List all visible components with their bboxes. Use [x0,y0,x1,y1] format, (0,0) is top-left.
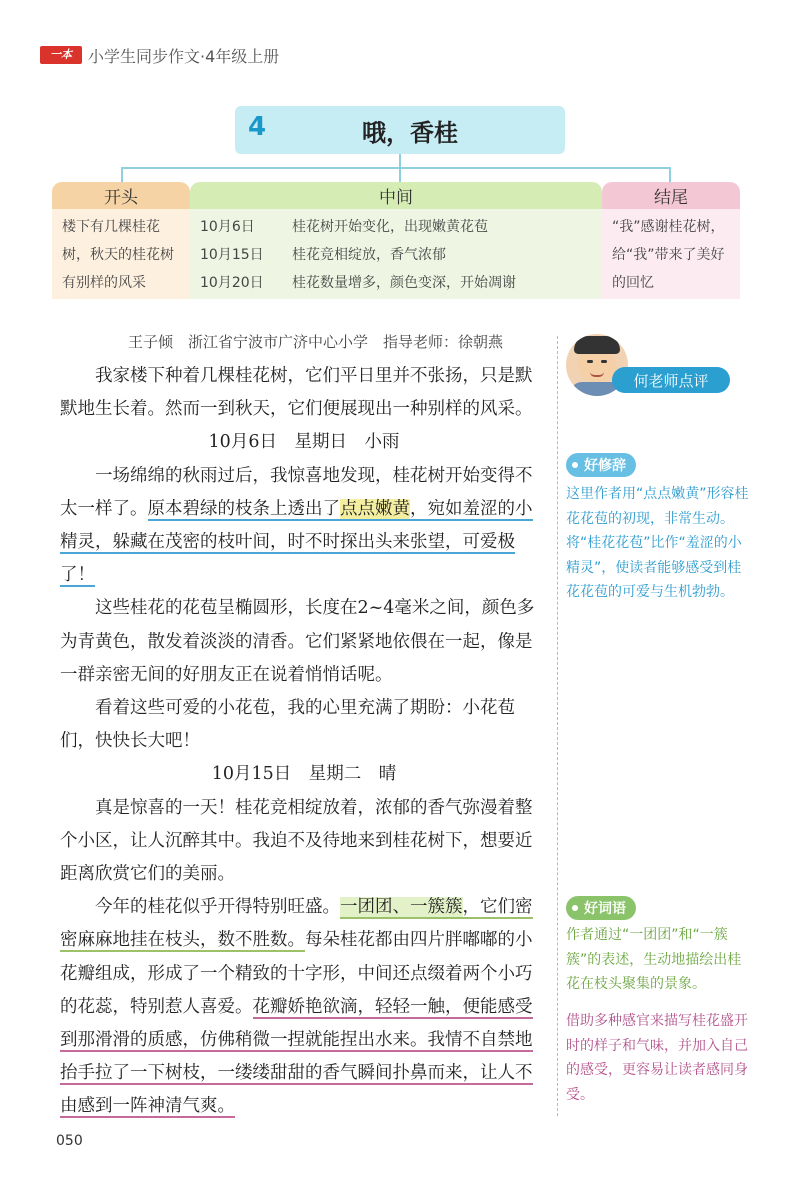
outline-end-line: “我”感谢桂花树， [612,219,725,235]
text-span: 每朵桂花都由四片胖嘟嘟的小花瓣组成，形成了一个精致的十字形，中间还点缀着两个小巧的花蕊，特别惹人喜爱。 [60,930,533,1017]
brand-logo: 一本 [40,46,82,64]
diary-date: 10月6日 星期日 小雨 [208,432,400,453]
diary-date: 10月15日 星期二 晴 [211,764,397,785]
highlighted-text: 点点嫩黄 [340,498,410,519]
note-senses: 借助多种感官来描写桂花盛开时的样子和气味，并加入自己的感受，更容易让读者感同身受。 [566,1013,748,1103]
outline-end-line: 的回忆 [612,275,654,291]
outline-end-heading: 结尾 [602,182,740,209]
outline-date: 10月20日 [200,275,264,291]
text-span: 一场绵绵的秋雨过后，我惊喜地发现，桂花树开始变得不太一样了。 [60,465,533,519]
outline-start-body [52,209,190,299]
outline-date: 10月15日 [200,247,264,263]
tag-rhetoric: 好修辞 [566,453,636,477]
outline-event: 桂花竞相绽放，香气浓郁 [292,247,446,263]
connector-right [669,167,671,182]
paragraph: 我家楼下种着几棵桂花树，它们平日里并不张扬，只是默默地生长着。然而一到秋天，它们便展现出一种别样的风采。 [60,366,533,420]
note-words: 作者通过“一团团”和“一簇簇”的表述，生动地描绘出桂花在枝头聚集的景象。 [566,927,742,992]
outline-start-line: 树，秋天的桂花树 [62,247,174,263]
paragraph: 真是惊喜的一天！桂花竞相绽放着，浓郁的香气弥漫着整个小区，让人沉醉其中。我迫不及待地来到桂花树下，想要近距离欣赏它们的美丽。 [60,797,533,885]
avatar-hair [574,336,620,354]
outline-middle-body [190,209,602,299]
connector-vertical [399,154,401,168]
chapter-title: 哦，香桂 [362,118,458,147]
outline-date: 10月6日 [200,219,255,235]
note-rhetoric: 这里作者用“点点嫩黄”形容桂花花苞的初现，非常生动。将“桂花花苞”比作“羞涩的小精灵”，使读者能够感受到桂花花苞的可爱与生机勃勃。 [566,486,749,600]
chapter-number: 4 [248,112,267,142]
outline-event: 桂花树开始变化，出现嫩黄花苞 [292,219,488,235]
highlighted-text: 一团团、一簇簇 [340,897,463,918]
author-line: 王子倾 浙江省宁波市广济中心小学 指导老师：徐朝燕 [128,333,504,351]
avatar-eye [587,360,593,363]
underlined-text: 花瓣娇艳欲滴，轻轻一触，便能感受到那滑滑的质感，仿佛稍微一捏就能捏出水来。我情不自禁地抬手拉了一下树枝，一缕缕甜甜的香气瞬间扑鼻而来，让人不由感到一阵神清气爽。 [60,996,533,1117]
page-number: 050 [56,1133,83,1149]
outline-middle-row [200,213,596,241]
paragraph: 这些桂花的花苞呈椭圆形，长度在2~4毫米之间，颜色多为青黄色，散发着淡淡的清香。它们紧紧地依偎在一起，像是一群亲密无间的好朋友正在说着悄悄话呢。 [60,598,535,685]
connector-left [121,167,123,182]
tag-words: 好词语 [566,896,636,920]
text-span: ，它们密密麻麻地挂在枝头，数不胜数。 [60,897,533,951]
outline-event: 桂花数量增多，颜色变深，开始凋谢 [292,275,516,291]
teacher-comment-badge: 何老师点评 [612,367,730,393]
sidebar-divider [557,336,558,1116]
paragraph: 看着这些可爱的小花苞，我的心里充满了期盼：小花苞们，快快长大吧！ [60,698,515,752]
connector-middle [399,167,401,182]
text-span: ，宛如羞涩的小精灵，躲藏在茂密的枝叶间，时不时探出头来张望，可爱极了！ [60,498,533,586]
outline-end-body [602,209,740,299]
paragraph [60,460,548,593]
connector-horizontal [121,167,671,169]
outline-middle-row [200,241,596,269]
outline-end-line: 给“我”带来了美好 [612,247,725,263]
outline-middle-heading: 中间 [190,182,602,209]
outline-start-line: 有别样的风采 [62,275,146,291]
book-title: 小学生同步作文·4年级上册 [88,47,280,66]
avatar-eye [601,360,607,363]
outline-start-line: 楼下有几棵桂花 [62,219,160,235]
outline-middle-row [200,269,596,297]
text-span: 今年的桂花似乎开得特别旺盛。 [95,897,340,918]
text-span: 原本碧绿的枝条上透出了 [147,498,340,519]
paragraph [60,891,548,1123]
outline-start-heading: 开头 [52,182,190,209]
essay-body [60,360,548,1124]
